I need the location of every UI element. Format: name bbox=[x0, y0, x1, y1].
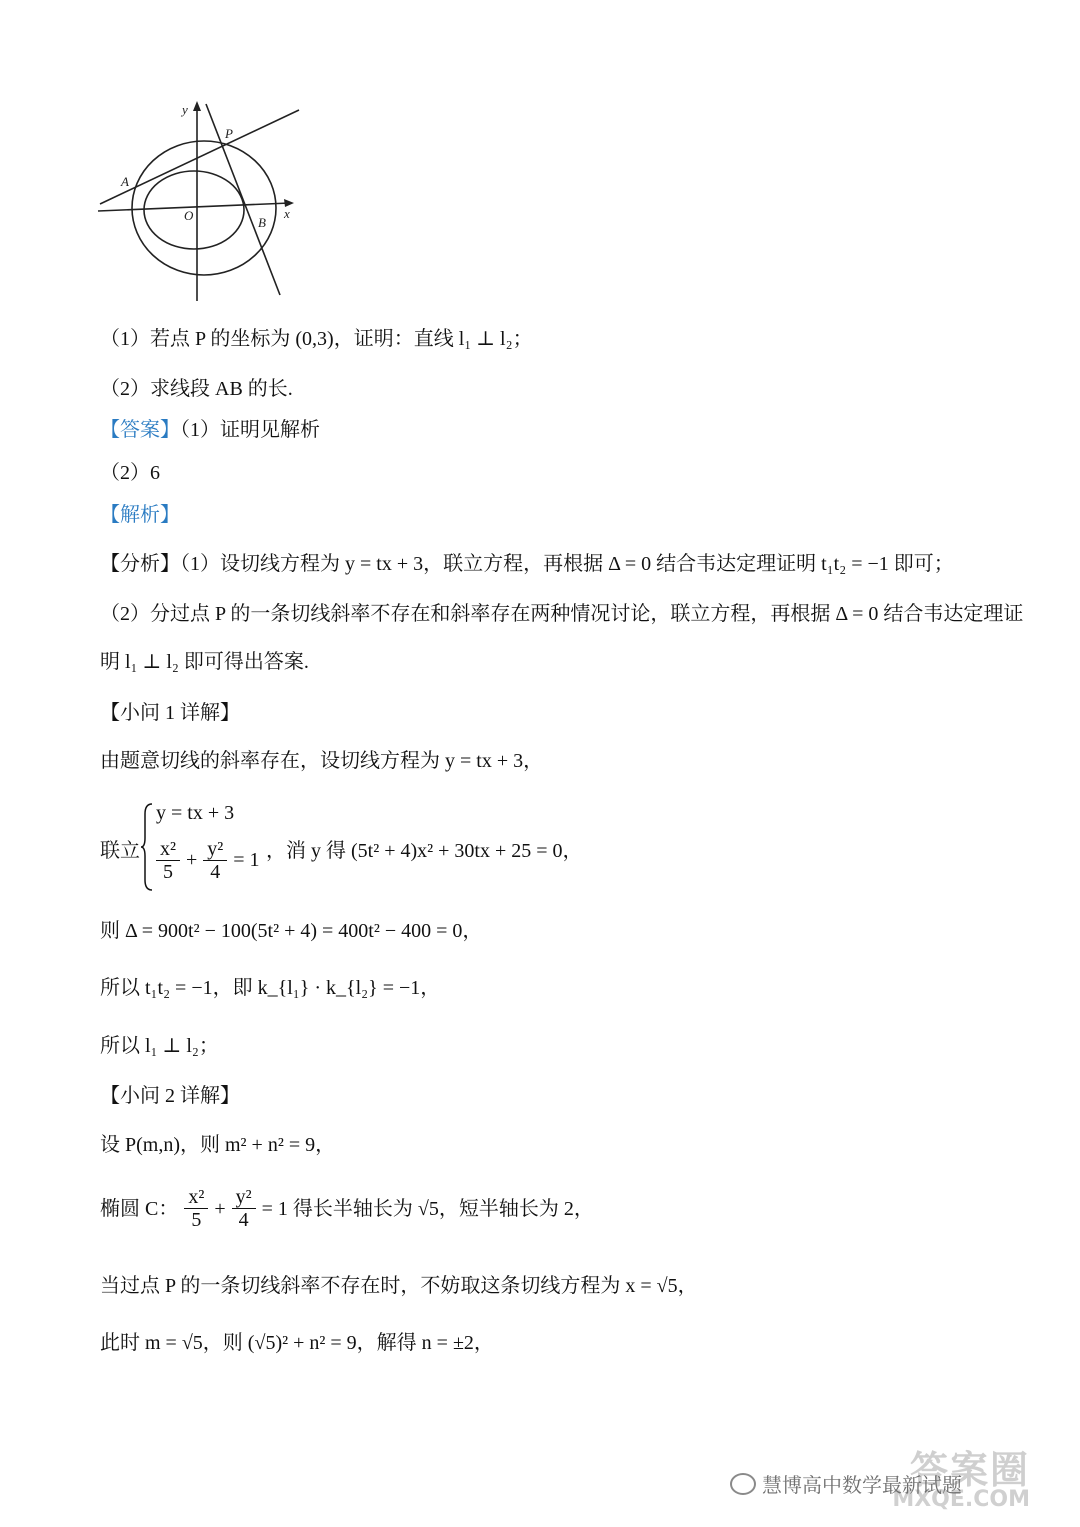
x-axis bbox=[98, 203, 290, 211]
frac-den-4: 4 bbox=[210, 861, 221, 883]
answer-2: （2）6 bbox=[100, 462, 160, 484]
delta-line: 则 Δ = 900t² − 100(5t² + 4) = 400t² − 400 = 0， bbox=[100, 920, 483, 942]
ellipse-frac-num-x: x² bbox=[188, 1186, 205, 1208]
fenxi-line-1: 【分析】（1）设切线方程为 y = tx + 3，联立方程，再根据 Δ = 0 结合韦达定理证明 t₁t₂ = −1 即可； bbox=[100, 553, 954, 575]
answer-1: （1）证明见解析 bbox=[180, 419, 320, 441]
inner-ellipse bbox=[144, 171, 244, 249]
eliminate-y-text: ，消 y 得 (5t² + 4)x² + 30tx + 25 = 0， bbox=[266, 840, 583, 862]
sub-question-2-title: 【小问 2 详解】 bbox=[100, 1085, 240, 1107]
tangent-line-l2 bbox=[206, 104, 280, 295]
label-o: O bbox=[184, 208, 194, 223]
question-2: （2）求线段 AB 的长. bbox=[100, 378, 293, 400]
perpendicular-line: 所以 l₁ ⊥ l₂； bbox=[100, 1035, 219, 1057]
question-1: （1）若点 P 的坐标为 (0,3)，证明：直线 l₁ ⊥ l₂； bbox=[100, 328, 533, 350]
frac-den-5: 5 bbox=[163, 861, 173, 883]
answer-line-1 bbox=[100, 417, 320, 443]
label-a: A bbox=[121, 174, 129, 189]
solution-2-line-4: 此时 m = √5，则 (√5)² + n² = 9，解得 n = ±2， bbox=[100, 1332, 494, 1354]
system-eq-2: x² 5 + y² 4 = 1 bbox=[156, 838, 260, 883]
ellipse-frac-den-5: 5 bbox=[191, 1209, 202, 1231]
fenxi-line-2b: 明 l₁ ⊥ l₂ 即可得出答案. bbox=[100, 651, 309, 673]
left-brace bbox=[140, 802, 154, 892]
solution-2-line-3: 当过点 P 的一条切线斜率不存在时，不妨取这条切线方程为 x = √5， bbox=[100, 1275, 698, 1297]
watermark-brand: 答案圈 bbox=[909, 1448, 1030, 1492]
fenxi-line-2a: （2）分过点 P 的一条切线斜率不存在和斜率存在两种情况讨论，联立方程，再根据 Δ = 0 结合韦达定理证 bbox=[100, 603, 1024, 625]
eq2-rhs: = 1 bbox=[233, 849, 260, 871]
ellipse-suffix: = 1 得长半轴长为 √5，短半轴长为 2， bbox=[261, 1197, 594, 1220]
wechat-icon bbox=[730, 1473, 756, 1495]
watermark-text: 慧博高中数学最新试题 bbox=[762, 1473, 962, 1497]
sub-question-1-title: 【小问 1 详解】 bbox=[100, 702, 240, 724]
watermark-account bbox=[730, 1469, 962, 1498]
ellipse-prefix: 椭圆 C： bbox=[100, 1197, 179, 1220]
label-b: B bbox=[258, 215, 266, 230]
ellipse-frac-num-y: y² bbox=[235, 1186, 252, 1208]
frac-num-y: y² bbox=[207, 838, 224, 860]
label-x: x bbox=[284, 206, 290, 221]
answer-tag: 【答案】 bbox=[100, 419, 180, 441]
label-y: y bbox=[182, 102, 188, 117]
tangent-line-l1 bbox=[100, 110, 299, 204]
lianli-label: 联立 bbox=[100, 840, 140, 862]
analysis-tag: 【解析】 bbox=[100, 504, 180, 526]
product-line: 所以 t₁t₂ = −1，即 k_{l₁} · k_{l₂} = −1， bbox=[100, 977, 441, 999]
equation-system bbox=[100, 800, 700, 896]
watermark bbox=[730, 1439, 1060, 1519]
ellipse-circle-figure bbox=[92, 98, 307, 303]
y-axis-arrow bbox=[193, 101, 201, 111]
solution-2-line-1: 设 P(m,n)，则 m² + n² = 9， bbox=[100, 1134, 336, 1156]
ellipse-frac-den-4: 4 bbox=[238, 1209, 249, 1231]
ellipse-line: 椭圆 C： x² 5 + y² 4 = 1 得长半轴长为 √5，短半轴长为 2， bbox=[100, 1186, 594, 1231]
label-p: P bbox=[225, 126, 233, 141]
solution-1-line-1: 由题意切线的斜率存在，设切线方程为 y = tx + 3， bbox=[100, 750, 544, 772]
system-eq-1: y = tx + 3 bbox=[156, 802, 235, 824]
watermark-site: MXQE.COM bbox=[892, 1487, 1030, 1512]
frac-num-x: x² bbox=[160, 838, 176, 860]
